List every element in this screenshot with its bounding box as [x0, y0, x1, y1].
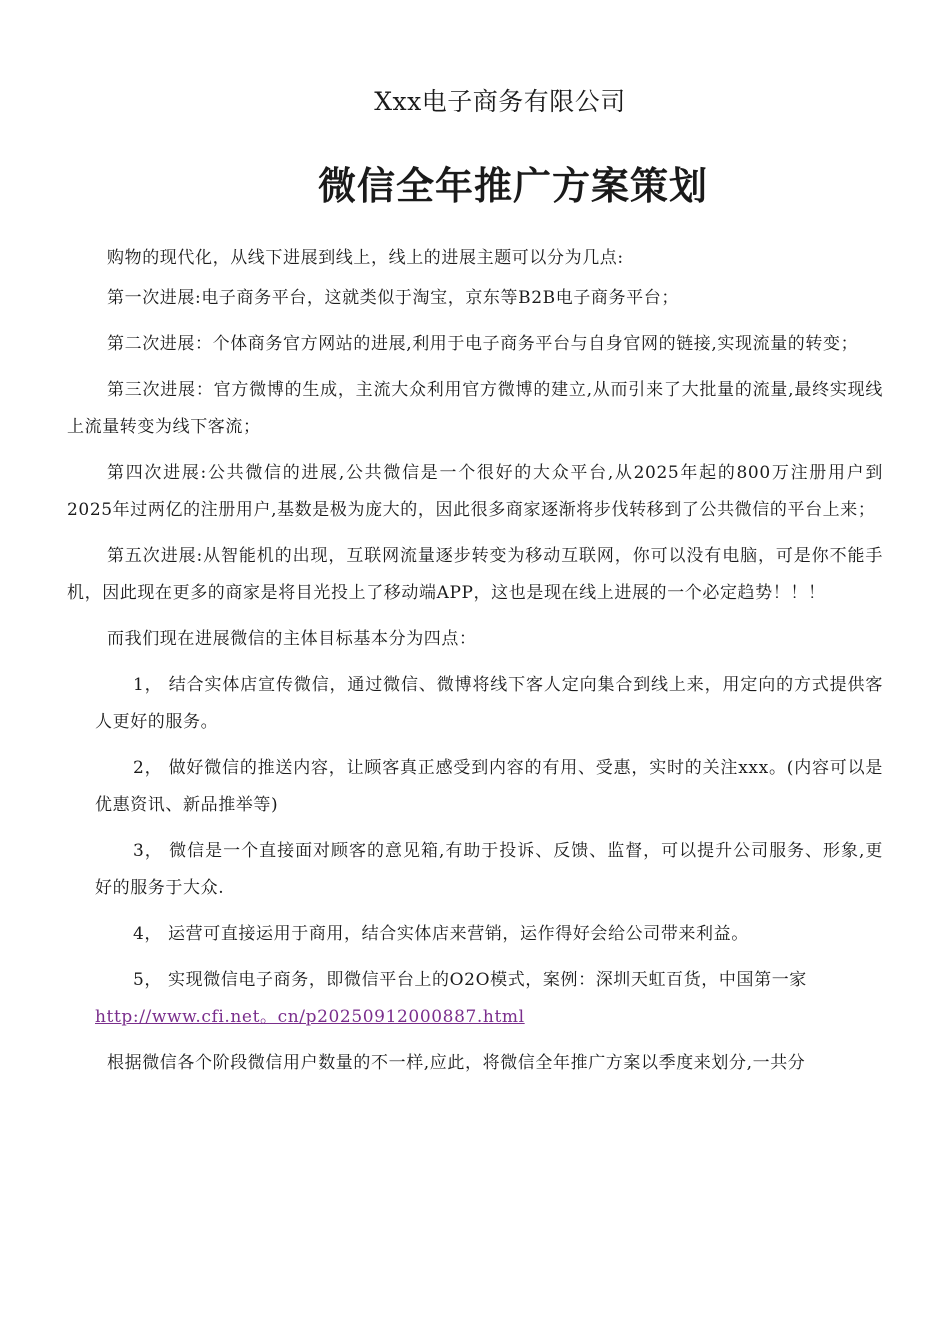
goal-item-4: 4， 运营可直接运用于商用，结合实体店来营销，运作得好会给公司带来利益。 — [133, 924, 749, 944]
stage-two-paragraph: 第二次进展：个体商务官方网站的进展,利用于电子商务平台与自身官网的链接,实现流量的转变； — [107, 334, 859, 354]
goal-item-5 — [67, 962, 883, 1045]
goal-item-5-text: 5， 实现微信电子商务，即微信平台上的O2O模式，案例：深圳天虹百货，中国第一家 — [133, 970, 807, 990]
company-name: Xxx电子商务有限公司 — [374, 87, 626, 116]
closing-paragraph: 根据微信各个阶段微信用户数量的不一样,应此，将微信全年推广方案以季度来划分,一共分 — [107, 1053, 806, 1073]
document-body — [67, 240, 883, 1091]
goal-item-2: 2， 做好微信的推送内容，让顾客真正感受到内容的有用、受惠，实时的关注xxx。(内容可以是优惠资讯、新品推举等) — [95, 758, 883, 815]
stage-five-paragraph: 第五次进展:从智能机的出现，互联网流量逐步转变为移动互联网，你可以没有电脑，可是你不能手机，因此现在更多的商家是将目光投上了移动端APP，这也是现在线上进展的一个必定趋势！！！ — [67, 546, 883, 603]
stage-three-paragraph: 第三次进展：官方微博的生成，主流大众利用官方微博的建立,从而引来了大批量的流量,最终实现线上流量转变为线下客流； — [67, 380, 883, 437]
case-link[interactable]: http://www.cfi.net。cn/p20250912000887.html — [95, 1007, 525, 1027]
intro-paragraph: 购物的现代化，从线下进展到线上，线上的进展主题可以分为几点: — [107, 248, 624, 268]
goals-intro-paragraph: 而我们现在进展微信的主体目标基本分为四点： — [107, 629, 477, 649]
goal-item-3: 3， 微信是一个直接面对顾客的意见箱,有助于投诉、反馈、监督，可以提升公司服务、形象,更好的服务于大众. — [95, 841, 883, 898]
stage-four-paragraph: 第四次进展:公共微信的进展,公共微信是一个很好的大众平台,从2025年起的800万注册用户到2025年过两亿的注册用户,基数是极为庞大的，因此很多商家逐渐将步伐转移到了公共微信的平台上来； — [67, 463, 883, 520]
goal-item-1: 1， 结合实体店宣传微信，通过微信、微博将线下客人定向集合到线上来，用定向的方式提供客人更好的服务。 — [95, 675, 883, 732]
stage-one-paragraph: 第一次进展:电子商务平台，这就类似于淘宝，京东等B2B电子商务平台； — [107, 288, 679, 308]
document-title: 微信全年推广方案策划 — [317, 163, 708, 208]
